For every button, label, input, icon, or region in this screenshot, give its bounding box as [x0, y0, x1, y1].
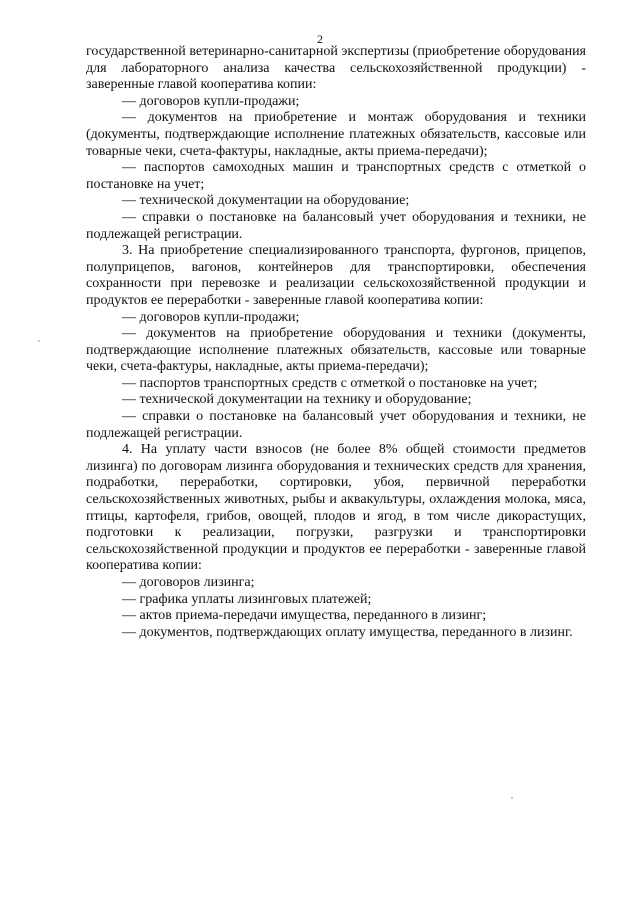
- list-item: [86, 160, 586, 193]
- page-number: 2: [317, 32, 323, 46]
- list-item: [86, 310, 586, 327]
- paragraph-text: — технической документации на технику и оборудование;: [122, 392, 472, 408]
- list-item: [86, 193, 586, 210]
- list-item: [86, 392, 586, 409]
- paragraph-text: — договоров купли-продажи;: [122, 309, 300, 325]
- list-item: [86, 625, 586, 642]
- numbered-paragraph: [86, 442, 586, 575]
- list-item: [86, 110, 586, 160]
- list-item: [86, 210, 586, 243]
- paragraph-text: — договоров лизинга;: [122, 575, 255, 590]
- paragraph-text: — договоров купли-продажи;: [122, 93, 300, 109]
- paragraph-text: — справки о постановке на балансовый учет оборудования и техники, не подлежащей регистрации.: [86, 209, 586, 242]
- scan-speck: [511, 797, 513, 799]
- list-item: [86, 94, 586, 111]
- list-item: [86, 608, 586, 625]
- paragraph-text: — документов, подтверждающих оплату имущества, переданного в лизинг.: [122, 624, 573, 640]
- document-body: [86, 44, 586, 641]
- scan-speck: [38, 340, 40, 342]
- paragraph-text: — технической документации на оборудование;: [122, 193, 410, 209]
- paragraph-text: — документов на приобретение оборудования и техники (документы, подтверждающие исполнение платежных обязательств, кассовые или товарные чеки, счета-фактуры, накладные, акты приема-передачи);: [86, 326, 586, 375]
- paragraph-text: — актов приема-передачи имущества, переданного в лизинг;: [122, 608, 487, 624]
- paragraph-text: 3. На приобретение специализированного транспорта, фургонов, прицепов, полуприцепов, вагонов, контейнеров для транспортировки, обеспечения сохранности при перевозке и реализации сельскохозяйственной продукции и продуктов ее переработки - заверенные главой кооператива копии:: [86, 243, 586, 308]
- paragraph-text: — документов на приобретение и монтаж оборудования и техники (документы, подтверждающие исполнение платежных обязательств, кассовые или товарные чеки, счета-фактуры, накладные, акты приема-передачи);: [86, 110, 586, 159]
- paragraph-text: — справки о постановке на балансовый учет оборудования и техники, не подлежащей регистрации.: [86, 409, 586, 441]
- list-item: [86, 592, 586, 609]
- paragraph-text: — паспортов транспортных средств с отметкой о постановке на учет;: [122, 375, 538, 391]
- list-item: [86, 409, 586, 442]
- list-item: [86, 575, 586, 592]
- paragraph-text: 4. На уплату части взносов (не более 8% общей стоимости предметов лизинга) по договорам лизинга оборудования и технических средств для хранения, подработки, переработки, сортировки, убоя, первичной переработки сельскохозяйственных животных, рыбы и аквакультуры, охлаждения молока, мяса, птицы, картофеля, грибов, овощей, плодов и ягод, в том числе дикорастущих, подготовки к реализации, погрузки, разгрузки и транспортировки сельскохозяйственной продукции и продуктов ее переработки - заверенные главой кооператива копии:: [86, 442, 586, 574]
- list-item: [86, 376, 586, 393]
- paragraph-continued: [86, 44, 586, 94]
- list-item: [86, 326, 586, 376]
- numbered-paragraph: [86, 243, 586, 309]
- paragraph-text: государственной ветеринарно-санитарной экспертизы (приобретение оборудования для лабораторного анализа качества сельскохозяйственной продукции) - заверенные главой кооператива копии:: [86, 44, 586, 93]
- paragraph-text: — графика уплаты лизинговых платежей;: [122, 591, 372, 607]
- paragraph-text: — паспортов самоходных машин и транспортных средств с отметкой о постановке на учет;: [86, 160, 586, 192]
